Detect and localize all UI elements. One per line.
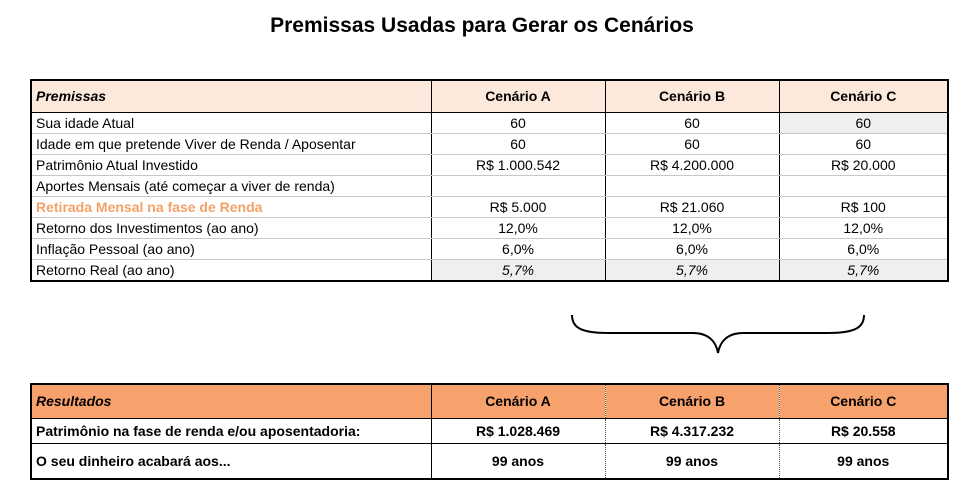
- cell-scenario-b: R$ 21.060: [605, 197, 779, 218]
- row-label-highlight: Retirada Mensal na fase de Renda: [31, 197, 431, 218]
- results-header-label: Resultados: [31, 384, 431, 419]
- results-header-scenario-c: Cenário C: [779, 384, 948, 419]
- cell-scenario-b: 99 anos: [605, 444, 779, 480]
- cell-scenario-c: 12,0%: [779, 218, 948, 239]
- cell-scenario-c: R$ 100: [779, 197, 948, 218]
- cell-scenario-b: [605, 176, 779, 197]
- table-row: [31, 134, 948, 155]
- cell-scenario-c: 5,7%: [779, 260, 948, 282]
- results-header-scenario-b: Cenário B: [605, 384, 779, 419]
- cell-scenario-a: 5,7%: [431, 260, 605, 282]
- table-row: [31, 113, 948, 134]
- cell-scenario-a: 60: [431, 134, 605, 155]
- cell-scenario-b: 60: [605, 134, 779, 155]
- premises-header-scenario-b: Cenário B: [605, 80, 779, 113]
- table-row: [31, 218, 948, 239]
- row-label: Patrimônio Atual Investido: [31, 155, 431, 176]
- table-row: [31, 239, 948, 260]
- table-row: [31, 444, 948, 480]
- table-row: [31, 260, 948, 282]
- cell-scenario-a: R$ 5.000: [431, 197, 605, 218]
- results-header-scenario-a: Cenário A: [431, 384, 605, 419]
- cell-scenario-a: [431, 176, 605, 197]
- cell-scenario-b: 60: [605, 113, 779, 134]
- row-label: Patrimônio na fase de renda e/ou aposentadoria:: [31, 419, 431, 444]
- row-label: Aportes Mensais (até começar a viver de renda): [31, 176, 431, 197]
- cell-scenario-a: 6,0%: [431, 239, 605, 260]
- row-label: Retorno Real (ao ano): [31, 260, 431, 282]
- cell-scenario-c: [779, 176, 948, 197]
- cell-scenario-c: 60: [779, 134, 948, 155]
- row-label: Sua idade Atual: [31, 113, 431, 134]
- table-row: [31, 155, 948, 176]
- table-row: [31, 197, 948, 218]
- cell-scenario-b: R$ 4.200.000: [605, 155, 779, 176]
- cell-scenario-a: 12,0%: [431, 218, 605, 239]
- results-header-row: [31, 384, 948, 419]
- cell-scenario-a: R$ 1.000.542: [431, 155, 605, 176]
- cell-scenario-a: 60: [431, 113, 605, 134]
- cell-scenario-b: 12,0%: [605, 218, 779, 239]
- results-table: [30, 383, 949, 480]
- premises-header-row: [31, 80, 948, 113]
- cell-scenario-c: R$ 20.558: [779, 419, 948, 444]
- cell-scenario-b: 6,0%: [605, 239, 779, 260]
- row-label: Retorno dos Investimentos (ao ano): [31, 218, 431, 239]
- cell-scenario-c: 60: [779, 113, 948, 134]
- cell-scenario-a: 99 anos: [431, 444, 605, 480]
- row-label: Idade em que pretende Viver de Renda / Aposentar: [31, 134, 431, 155]
- table-row: [31, 419, 948, 444]
- cell-scenario-a: R$ 1.028.469: [431, 419, 605, 444]
- page-title: Premissas Usadas para Gerar os Cenários: [270, 14, 694, 37]
- cell-scenario-c: 6,0%: [779, 239, 948, 260]
- premises-table: [30, 79, 949, 282]
- cell-scenario-c: R$ 20.000: [779, 155, 948, 176]
- cell-scenario-b: 5,7%: [605, 260, 779, 282]
- cell-scenario-c: 99 anos: [837, 453, 890, 469]
- cell-scenario-b: R$ 4.317.232: [605, 419, 779, 444]
- curly-brace-icon: [568, 305, 868, 357]
- premises-header-label: Premissas: [31, 80, 431, 113]
- row-label: O seu dinheiro acabará aos...: [31, 444, 431, 480]
- premises-header-scenario-a: Cenário A: [431, 80, 605, 113]
- row-label: Inflação Pessoal (ao ano): [31, 239, 431, 260]
- table-row: [31, 176, 948, 197]
- premises-header-scenario-c: Cenário C: [779, 80, 948, 113]
